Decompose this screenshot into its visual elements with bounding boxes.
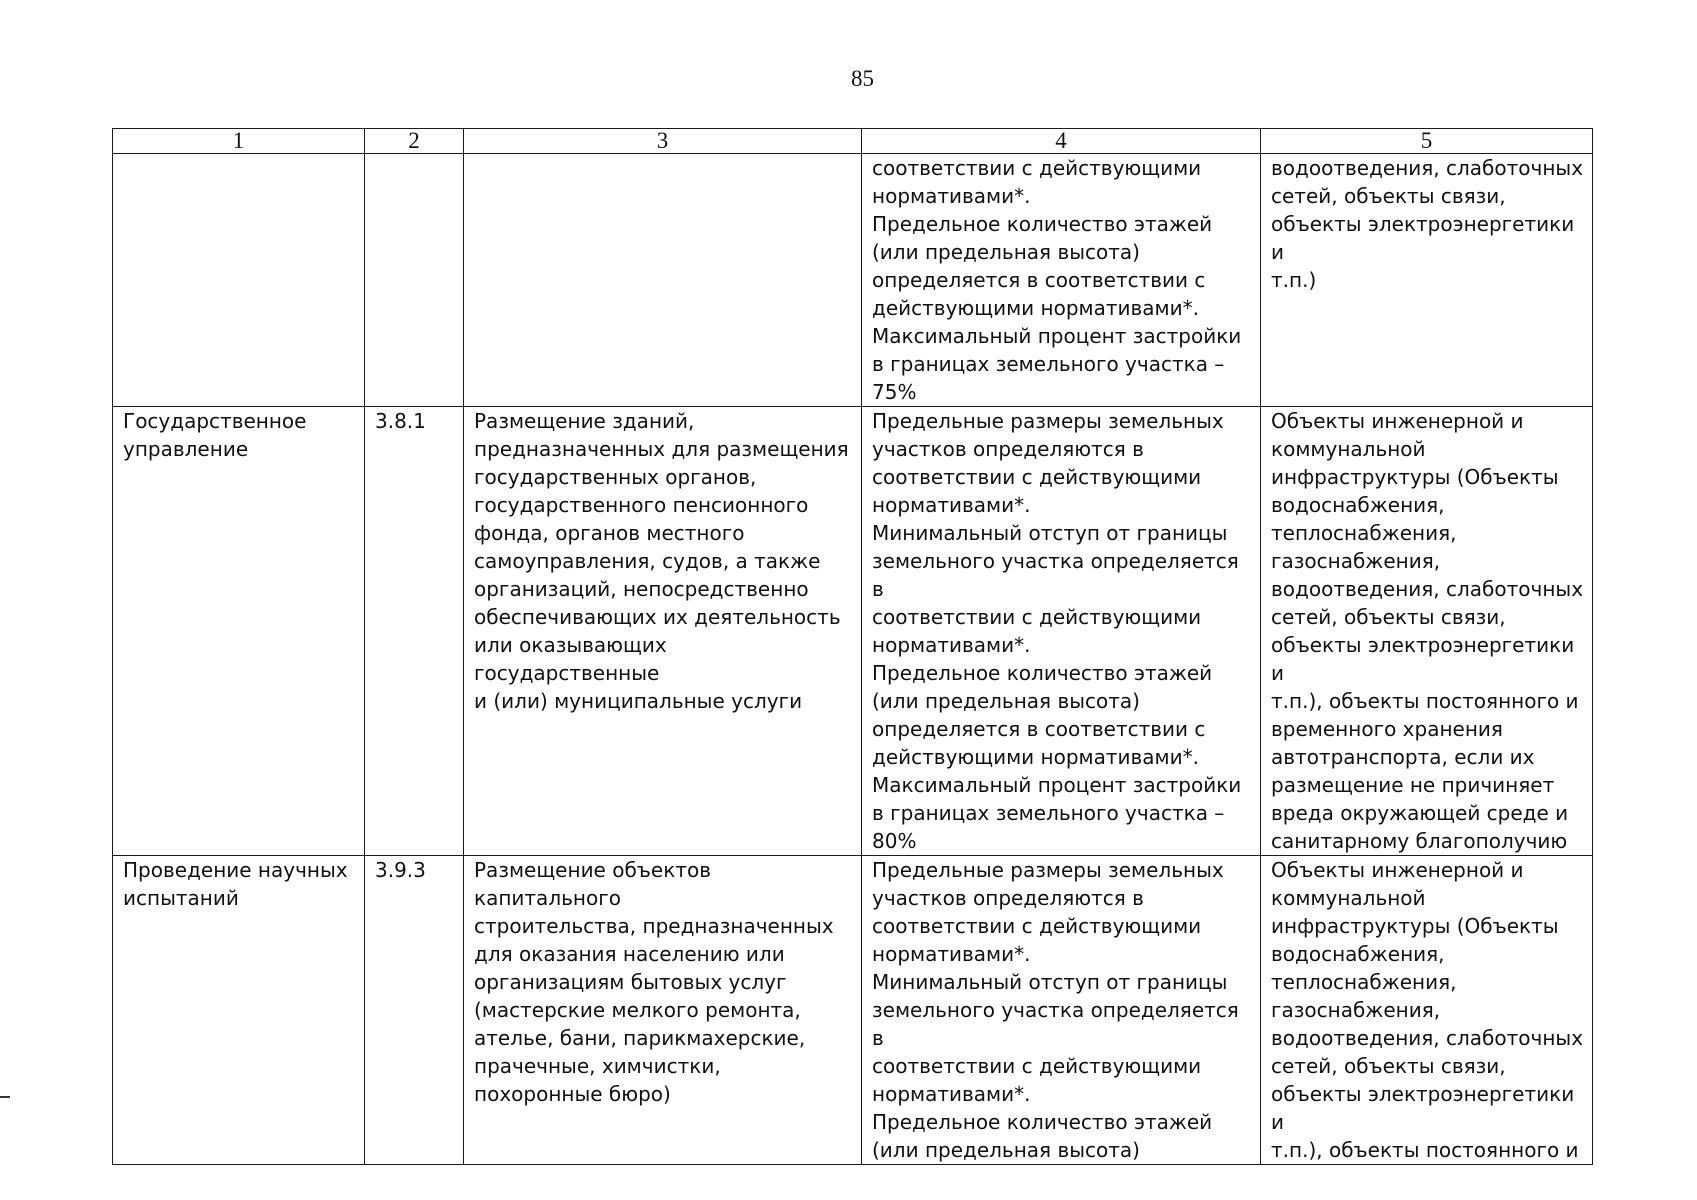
land-use-code-cell [365,407,464,856]
auxiliary-cell [1261,407,1593,856]
land-use-name: Проведение научных испытаний [123,858,348,910]
table-row [113,154,1593,407]
description-cell [464,407,862,856]
parameters-cell [862,856,1261,1165]
land-use-code: 3.8.1 [375,409,426,433]
description-cell [464,154,862,407]
margin-scan-mark [0,1096,10,1098]
column-header-4: 4 [862,129,1261,154]
land-use-name-cell [113,154,365,407]
land-use-description: Размещение зданий, предназначенных для размещения государственных органов, государственного пенсионного фонда, органов местного самоуправления, судов, а также организаций, непосредственно обеспечивающих их деятельность или оказывающих государственные и (или) муниципальные услуги [474,409,849,713]
column-header-3: 3 [464,129,862,154]
land-use-name-cell [113,407,365,856]
table-row [113,407,1593,856]
land-use-code-cell [365,154,464,407]
parameters-cell [862,154,1261,407]
construction-parameters: соответствии с действующими нормативами*. Предельное количество этажей (или предельная высота) определяется в соответствии с действующими нормативами*. Максимальный процент застройки в границах земельного участка – 75% [872,156,1242,404]
auxiliary-cell [1261,856,1593,1165]
land-use-name: Государственное управление [123,409,307,461]
land-use-code: 3.9.3 [375,858,426,882]
auxiliary-uses: Объекты инженерной и коммунальной инфраструктуры (Объекты водоснабжения, теплоснабжения, газоснабжения, водоотведения, слаботочных сетей, объекты связи, объекты электроэнергетики и т.п.), объекты постоянного и [1271,858,1584,1162]
construction-parameters: Предельные размеры земельных участков определяются в соответствии с действующими нормативами*. Минимальный отступ от границы земельного участка определяется в соответствии с действующими нормативами*. Предельное количество этажей (или предельная высота) определяется в соответствии с действующими нормативами*. Максимальный процент застройки в границах земельного участка – 80% [872,409,1242,853]
page-number: 85 [851,66,874,91]
land-use-name-cell [113,856,365,1165]
column-header-2: 2 [365,129,464,154]
auxiliary-uses: водоотведения, слаботочных сетей, объекты связи, объекты электроэнергетики и т.п.) [1271,156,1584,292]
auxiliary-uses: Объекты инженерной и коммунальной инфраструктуры (Объекты водоснабжения, теплоснабжения, газоснабжения, водоотведения, слаботочных сетей, объекты связи, объекты электроэнергетики и т.п.), объекты постоянного и временного хранения автотранспорта, если их размещение не причиняет вреда окружающей среде и санитарному благополучию [1271,409,1584,853]
land-use-code-cell [365,856,464,1165]
description-cell [464,856,862,1165]
column-header-1: 1 [113,129,365,154]
land-use-table [112,128,1593,1165]
parameters-cell [862,407,1261,856]
auxiliary-cell [1261,154,1593,407]
table-row [113,856,1593,1165]
column-header-5: 5 [1261,129,1593,154]
construction-parameters: Предельные размеры земельных участков определяются в соответствии с действующими нормативами*. Минимальный отступ от границы земельного участка определяется в соответствии с действующими нормативами*. Предельное количество этажей (или предельная высота) [872,858,1239,1162]
land-use-description: Размещение объектов капитального строительства, предназначенных для оказания населению или организациям бытовых услуг (мастерские мелкого ремонта, ателье, бани, парикмахерские, прачечные, химчистки, похоронные бюро) [474,858,834,1106]
table-header-row [113,129,1593,154]
